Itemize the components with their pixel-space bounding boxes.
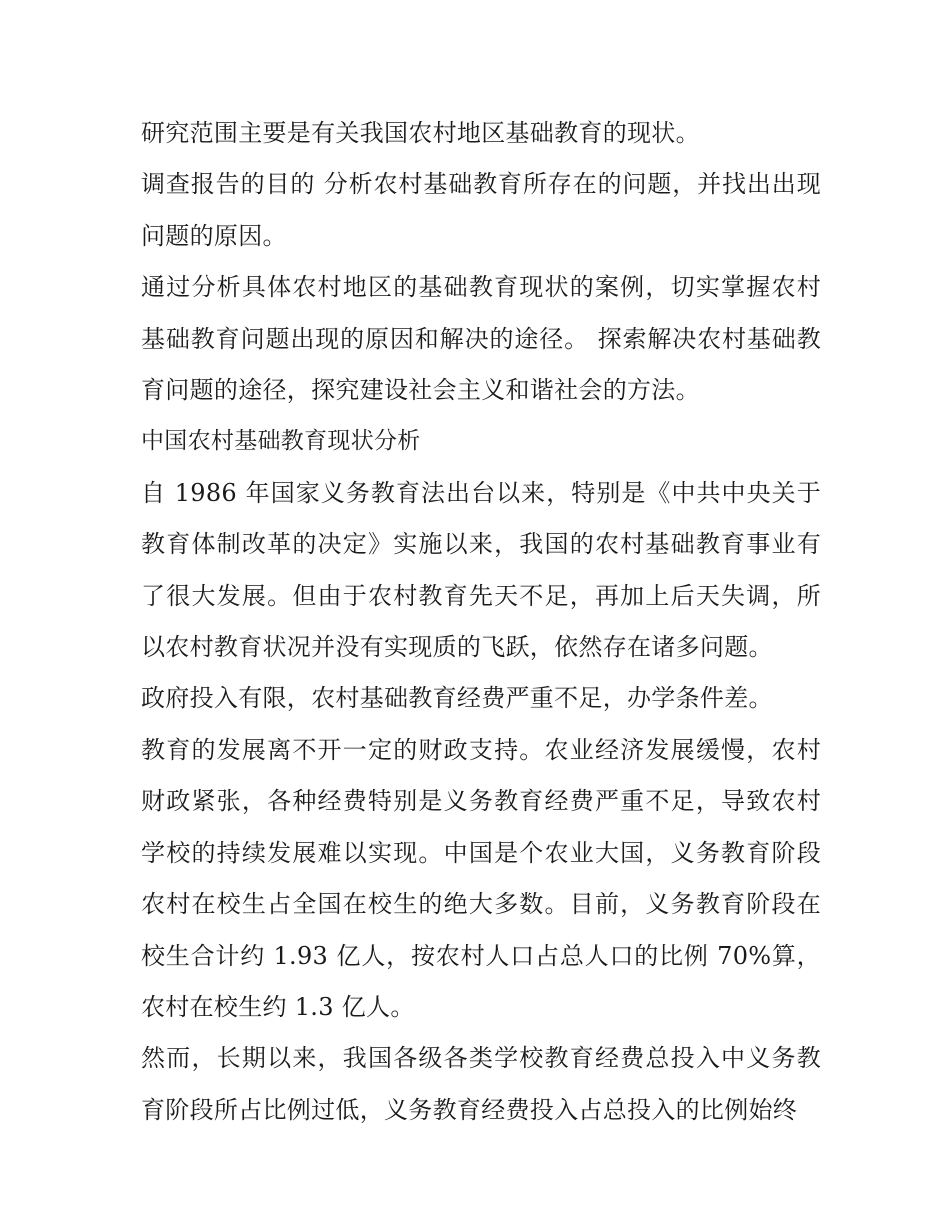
paragraph-research-scope: 研究范围主要是有关我国农村地区基础教育的现状。 [141, 119, 700, 147]
paragraph-report-purpose: 调查报告的目的 分析农村基础教育所存在的问题，并找出出现问题的原因。 [141, 170, 821, 250]
section-heading: 中国农村基础教育现状分析 [141, 428, 421, 455]
paragraph-investment-ratio: 然而，长期以来，我国各级各类学校教育经费总投入中义务教育阶段所占比例过低，义务教育经费投入占总投入的比例始终 [141, 1044, 821, 1124]
paragraph-funding-point: 政府投入有限，农村基础教育经费严重不足，办学条件差。 [141, 684, 773, 713]
paragraph-funding-detail: 教育的发展离不开一定的财政支持。农业经济发展缓慢，农村财政紧张，各种经费特别是义务教育经费严重不足，导致农村学校的持续发展难以实现。中国是个农业大国，义务教育阶段农村在校生占全国在校生的绝大多数。目前，义务教育阶段在校生合计约 1.93 亿人，按农村人口占总人口的比例 70%算，农村在校生约 1.3 亿人。 [141, 735, 821, 1021]
document-page [141, 108, 821, 1136]
paragraph-history: 自 1986 年国家义务教育法出台以来，特别是《中共中央关于教育体制改革的决定》实施以来，我国的农村基础教育事业有了很大发展。但由于农村教育先天不足，再加上后天失调，所以农村教育状况并没有实现质的飞跃，依然存在诸多问题。 [141, 478, 821, 662]
paragraph-research-method: 通过分析具体农村地区的基础教育现状的案例，切实掌握农村基础教育问题出现的原因和解决的途径。 探索解决农村基础教育问题的途径，探究建设社会主义和谐社会的方法。 [141, 273, 821, 405]
